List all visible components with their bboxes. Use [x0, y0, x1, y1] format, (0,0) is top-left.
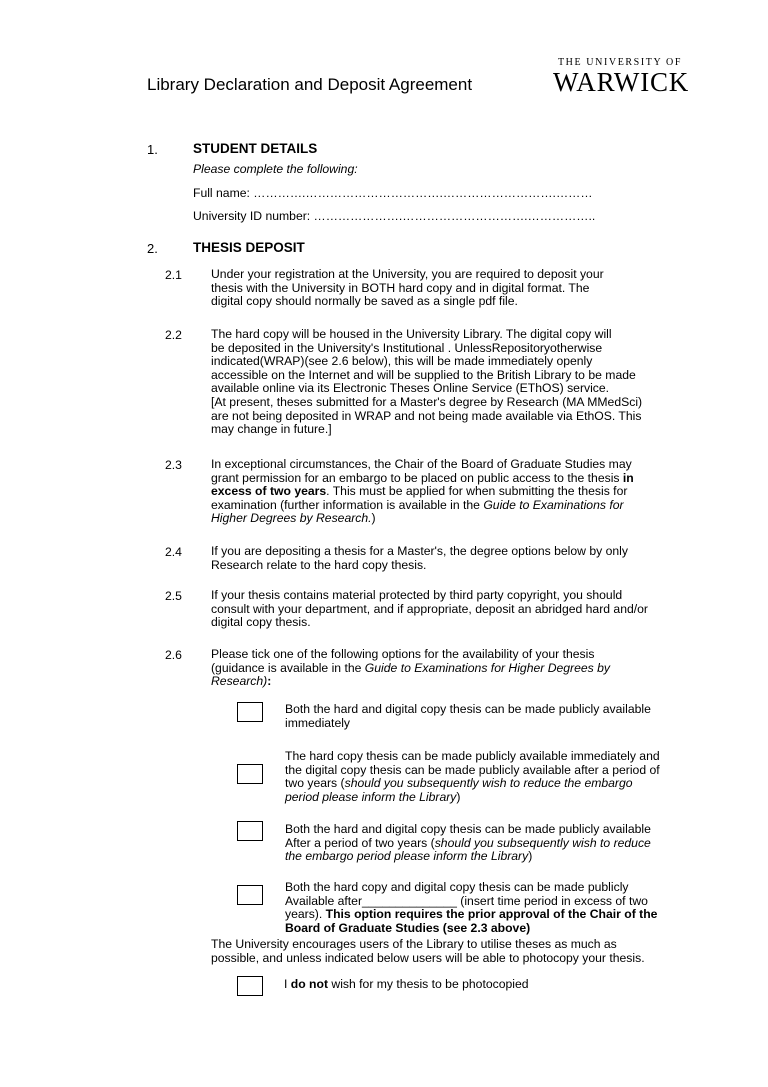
clause-2-3-number: 2.3: [165, 458, 182, 472]
photocopy-checkbox[interactable]: [237, 976, 263, 996]
clause-2-5-number: 2.5: [165, 589, 182, 603]
option-3-text: Both the hard and digital copy thesis can be made publicly available After a period of two years (should you subsequently wish to reduce the embargo period please inform the Library): [285, 822, 651, 864]
section-1-instruction: Please complete the following:: [193, 162, 358, 176]
clause-2-3-text: In exceptional circumstances, the Chair of the Board of Graduate Studies may grant permission for an embargo to be placed on public access to the thesis in excess of two years. This must be applied for when submitting the thesis for examination (further information is available in the Guide to Examinations for Higher Degrees by Research.): [211, 457, 634, 526]
university-logo: [553, 57, 690, 97]
option-1-text: Both the hard and digital copy thesis can be made publicly available immediately: [285, 702, 651, 730]
option-4-checkbox[interactable]: [237, 885, 263, 905]
clause-2-2-text: The hard copy will be housed in the University Library. The digital copy will be deposited in the University's Institutional . UnlessRepositoryotherwise indicated(WRAP)(see 2.6 below), this will be made immediately openly accessible on the Internet and will be supplied to the British Library to be made available online via its Electronic Theses Online Service (EThOS) service. [At present, theses submitted for a Master's degree by Research (MA MMedSci) are not being deposited in WRAP and not being made available via EthOS. This may change in future.]: [211, 327, 643, 437]
clause-2-5-text: If your thesis contains material protected by third party copyright, you should consult with your department, and if appropriate, deposit an abridged hard and/or digital copy thesis.: [211, 588, 648, 630]
logo-line-2: WARWICK: [553, 67, 690, 97]
clause-2-4-text: If you are depositing a thesis for a Master's, the degree options below by only Research relate to the hard copy thesis.: [211, 544, 628, 572]
option-3-checkbox[interactable]: [237, 821, 263, 841]
option-1-checkbox[interactable]: [237, 702, 263, 722]
document-title: Library Declaration and Deposit Agreement: [147, 75, 473, 94]
section-1-heading: STUDENT DETAILS: [193, 141, 318, 156]
option-4-text: Both the hard copy and digital copy thesis can be made publicly Available after______________ (insert time period in excess of two years). This option requires the prior approval of the Chair of the Board of Graduate Studies (see 2.3 above): [285, 880, 658, 935]
clause-2-1-number: 2.1: [165, 268, 182, 282]
photocopy-option-text: I do not wish for my thesis to be photocopied: [284, 977, 529, 991]
section-2-number: 2.: [147, 241, 158, 256]
full-name-field[interactable]: Full name: ………….…………………………….……………………….………: [193, 186, 593, 200]
clause-2-4-number: 2.4: [165, 545, 182, 559]
option-2-checkbox[interactable]: [237, 764, 263, 784]
logo-line-1: THE UNIVERSITY OF: [557, 57, 683, 68]
section-2-heading: THESIS DEPOSIT: [193, 240, 305, 255]
section-1-number: 1.: [147, 142, 158, 157]
clause-2-6-text: Please tick one of the following options for the availability of your thesis (guidance is available in the Guide to Examinations for Higher Degrees by Research):: [211, 647, 611, 689]
clause-2-2-number: 2.2: [165, 328, 182, 342]
photocopy-note: The University encourages users of the Library to utilise theses as much as possible, and unless indicated below users will be able to photocopy your thesis.: [211, 937, 645, 965]
clause-2-1-text: Under your registration at the University, you are required to deposit your thesis with the University in BOTH hard copy and in digital format. The digital copy should normally be saved as a single pdf file.: [211, 267, 604, 309]
university-id-field[interactable]: University ID number: ………………….………………………….……………..: [193, 209, 596, 223]
clause-2-6-number: 2.6: [165, 648, 182, 662]
option-2-text: The hard copy thesis can be made publicly available immediately and the digital copy thesis can be made publicly available after a period of two years (should you subsequently wish to reduce the embargo period please inform the Library): [285, 749, 660, 804]
